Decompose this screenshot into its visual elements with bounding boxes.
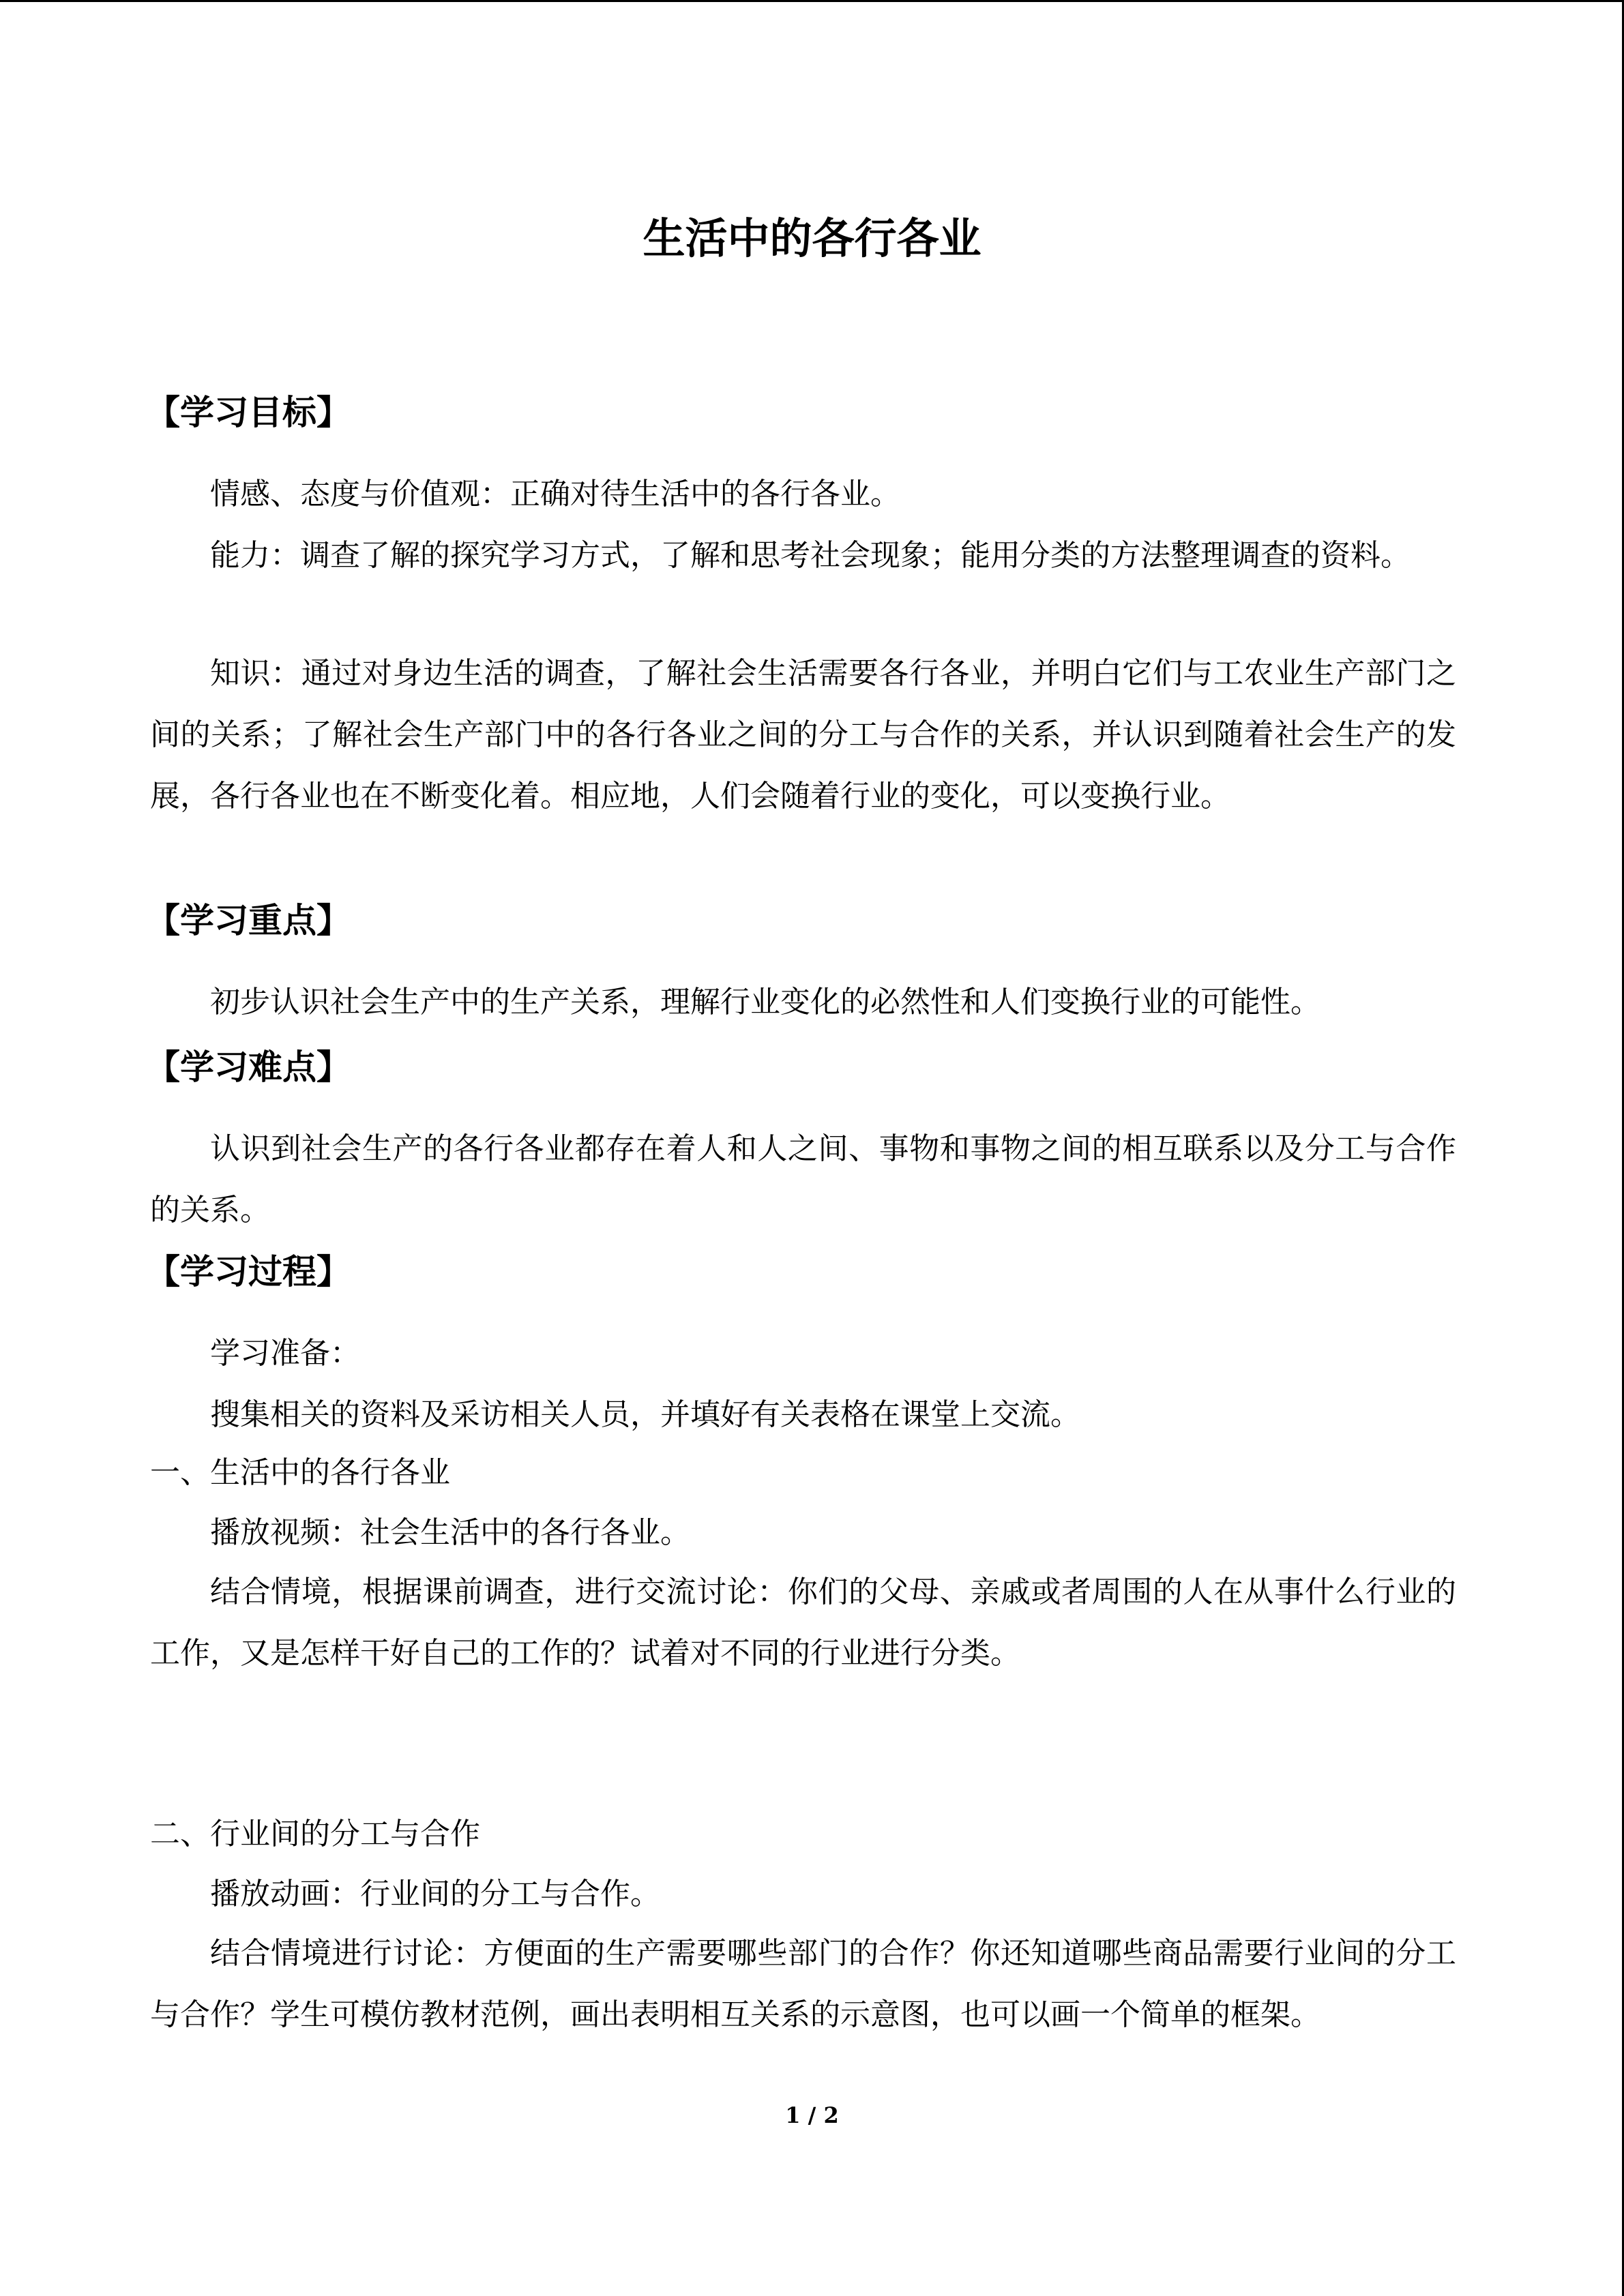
goal-ability: 能力：调查了解的探究学习方式，了解和思考社会现象；能用分类的方法整理调查的资料。 bbox=[210, 538, 1411, 573]
goal-knowledge: 知识：通过对身边生活的调查，了解社会生活需要各行各业，并明白它们与工农业生产部门之间的关系；了解社会生产部门中的各行各业之间的分工与合作的关系，并认识到随着社会生产的发展，各行各业也在不断变化着。相应地，人们会随着行业的变化，可以变换行业。 bbox=[150, 656, 1456, 814]
heading-key-points: 【学习重点】 bbox=[146, 901, 351, 940]
part1-video: 播放视频：社会生活中的各行各业。 bbox=[210, 1515, 690, 1550]
goal-emotion: 情感、态度与价值观：正确对待生活中的各行各业。 bbox=[210, 477, 900, 511]
part2-animation: 播放动画：行业间的分工与合作。 bbox=[210, 1877, 660, 1911]
prep-text: 搜集相关的资料及采访相关人员，并填好有关表格在课堂上交流。 bbox=[210, 1397, 1080, 1432]
page-number: 1 / 2 bbox=[785, 2102, 839, 2128]
key-points-text: 初步认识社会生产中的生产关系，理解行业变化的必然性和人们变换行业的可能性。 bbox=[210, 985, 1320, 1019]
heading-learning-process: 【学习过程】 bbox=[146, 1252, 351, 1292]
prep-label: 学习准备： bbox=[210, 1336, 360, 1371]
part2-title: 二、行业间的分工与合作 bbox=[150, 1817, 480, 1851]
page-border-top bbox=[0, 0, 1624, 2]
heading-learning-goals: 【学习目标】 bbox=[146, 393, 351, 432]
difficulties-text: 认识到社会生产的各行各业都存在着人和人之间、事物和事物之间的相互联系以及分工与合作的关系。 bbox=[150, 1131, 1456, 1227]
document-title: 生活中的各行各业 bbox=[643, 213, 981, 263]
heading-difficulties: 【学习难点】 bbox=[146, 1047, 351, 1087]
part1-title: 一、生活中的各行各业 bbox=[150, 1455, 450, 1490]
part1-discussion: 结合情境，根据课前调查，进行交流讨论：你们的父母、亲戚或者周围的人在从事什么行业的工作，又是怎样干好自己的工作的？试着对不同的行业进行分类。 bbox=[150, 1575, 1456, 1671]
part2-discussion: 结合情境进行讨论：方便面的生产需要哪些部门的合作？你还知道哪些商品需要行业间的分工与合作？学生可模仿教材范例，画出表明相互关系的示意图，也可以画一个简单的框架。 bbox=[150, 1936, 1456, 2032]
